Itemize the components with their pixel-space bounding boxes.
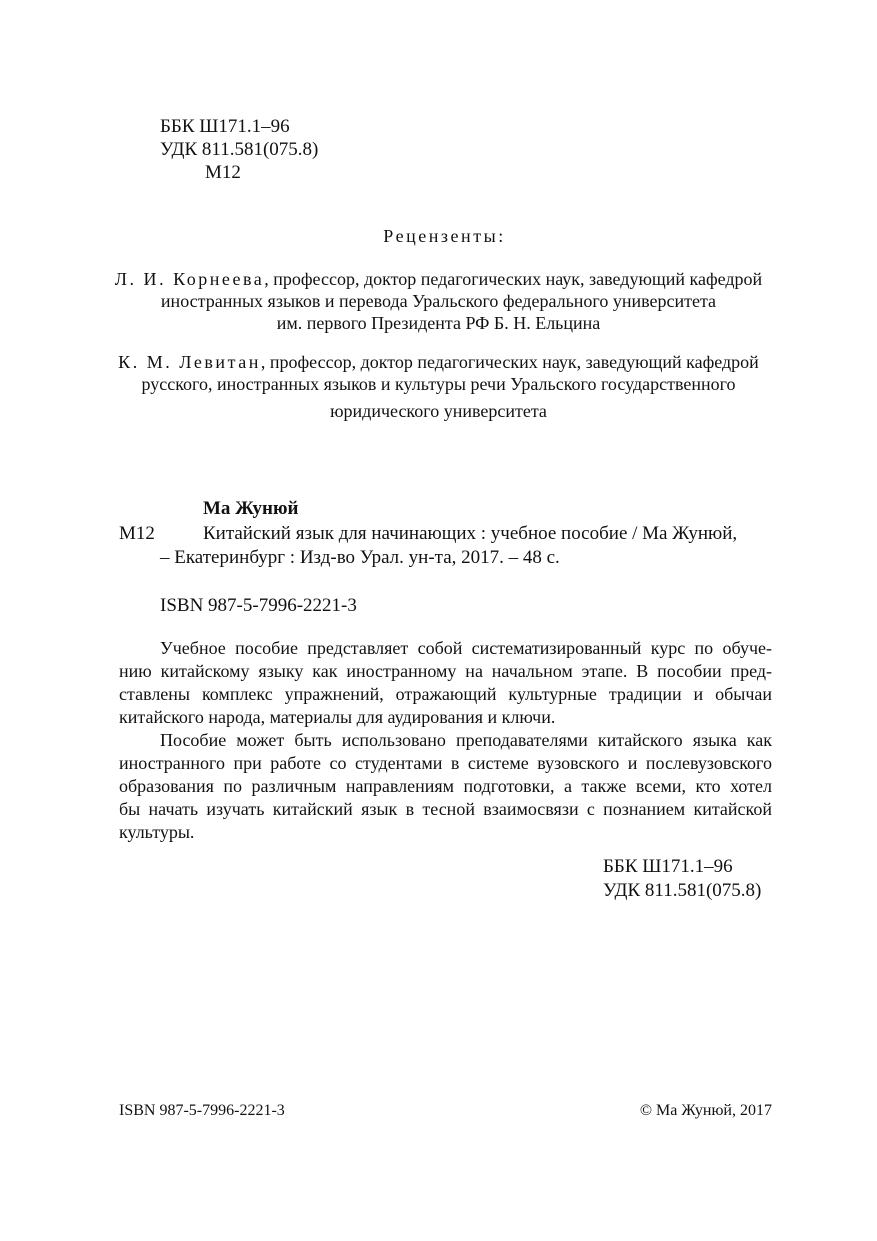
annotation-line: образования по различным направлениям подготовки, а также всеми, кто хотел [119, 776, 772, 796]
annotation-line: нию китайскому языку как иностранному на начальном этапе. В пособии пред- [119, 661, 772, 681]
udk-code-bottom: УДК 811.581(075.8) [603, 880, 762, 901]
catalog-title-line: Китайский язык для начинающих : учебное пособие / Ма Жунюй, [203, 523, 738, 544]
reviewer-2-line-2: русского, иностранных языков и культуры речи Уральского государственного [141, 374, 736, 394]
catalog-imprint-line: – Екатеринбург : Изд-во Урал. ун-та, 2017. – 48 с. [160, 547, 560, 568]
footer-copyright: © Ма Жунюй, 2017 [639, 1102, 772, 1119]
catalog-isbn: ISBN 987-5-7996-2221-3 [160, 595, 357, 616]
catalog-mark: М12 [119, 523, 155, 544]
catalog-author: Ма Жунюй [203, 498, 299, 519]
annotation-line: бы начать изучать китайский язык в тесной взаимосвязи с познанием китайской [119, 799, 772, 819]
bbk-code-bottom: ББК Ш171.1–96 [603, 856, 733, 877]
reviewer-1-line-1 [0, 268, 877, 291]
reviewers-heading: Рецензенты: [383, 226, 506, 246]
annotation-line: китайского народа, материалы для аудирования и ключи. [119, 707, 556, 727]
reviewer-1-line-3: им. первого Президента РФ Б. Н. Ельцина [276, 313, 601, 333]
reviewer-1-position: , профессор, доктор педагогических наук, заведующий кафедрой [264, 269, 763, 289]
reviewer-2-name: К. М. Левитан [118, 352, 261, 372]
reviewer-2-line-1 [0, 351, 877, 374]
annotation-line: Пособие может быть использовано преподавателями китайского языка как [160, 730, 772, 750]
reviewer-1-line-2: иностранных языков и перевода Уральского федерального университета [160, 291, 717, 311]
annotation-line: иностранного при работе со студентами в системе вузовского и послевузовского [119, 753, 772, 773]
reviewer-2-position: , профессор, доктор педагогических наук, заведующий кафедрой [260, 352, 759, 372]
annotation-line: культуры. [119, 822, 195, 842]
annotation-line: ставлены комплекс упражнений, отражающий культурные традиции и обычаи [119, 684, 772, 704]
udk-code-top: УДК 811.581(075.8) [160, 139, 319, 160]
reviewer-2-line-3: юридического университета [330, 401, 547, 421]
reviewer-1-name: Л. И. Корнеева [114, 269, 265, 289]
author-mark-top: М12 [205, 162, 241, 183]
annotation-line: Учебное пособие представляет собой систематизированный курс по обуче- [160, 638, 772, 658]
footer-isbn: ISBN 987-5-7996-2221-3 [119, 1102, 285, 1119]
bbk-code-top: ББК Ш171.1–96 [160, 116, 290, 137]
